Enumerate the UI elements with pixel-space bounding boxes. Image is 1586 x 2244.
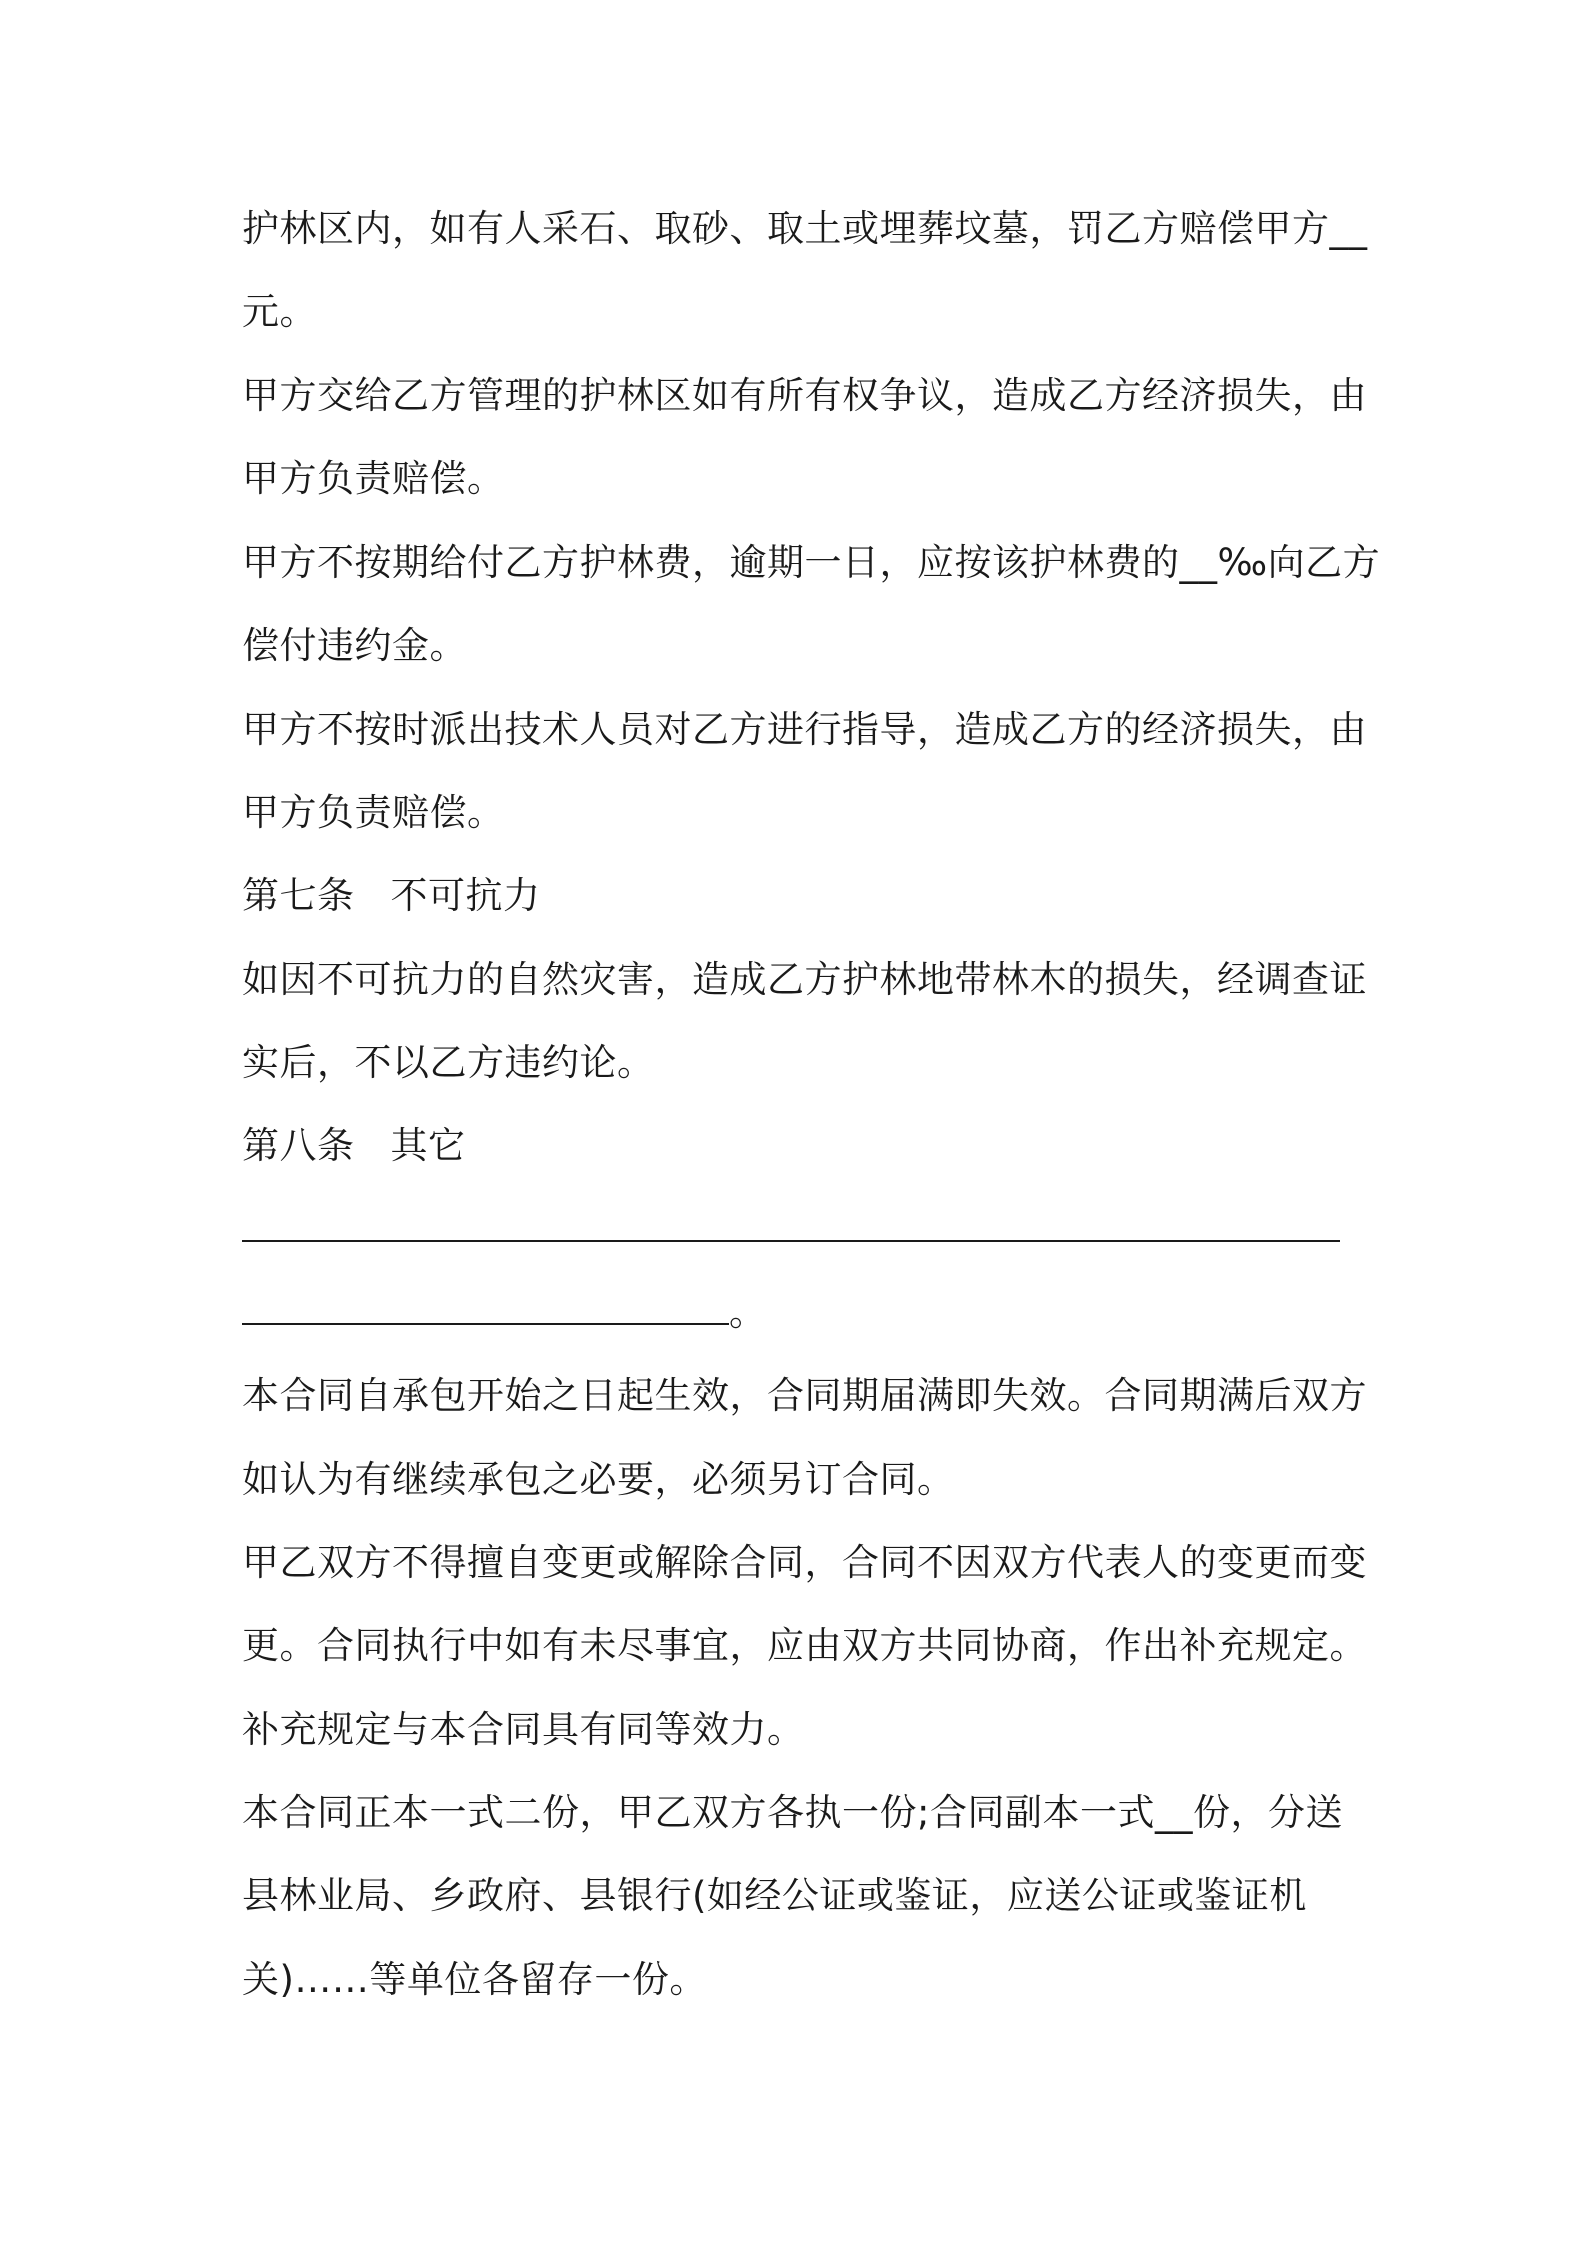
paragraph-line: 本合同自承包开始之日起生效，合同期届满即失效。合同期满后双方: [242, 1374, 1367, 1417]
paragraph-line: 甲方交给乙方管理的护林区如有所有权争议，造成乙方经济损失，由: [242, 374, 1367, 417]
paragraph-line: 更。合同执行中如有未尽事宜，应由双方共同协商，作出补充规定。: [242, 1624, 1367, 1667]
article-8-title: 其它: [390, 1124, 466, 1167]
paragraph-line: 县林业局、乡政府、县银行(如经公证或鉴证，应送公证或鉴证机: [242, 1874, 1307, 1917]
paragraph-line: 偿付违约金。: [242, 624, 467, 667]
paragraph-line: 元。: [242, 290, 317, 333]
article-7-number: 第七条: [242, 874, 355, 917]
paragraph-line: 本合同正本一式二份，甲乙双方各执一份;合同副本一式__份，分送: [242, 1791, 1343, 1834]
paragraph-line: 护林区内，如有人采石、取砂、取土或埋葬坟墓，罚乙方赔偿甲方__: [242, 207, 1368, 250]
paragraph-line: 甲方不按期给付乙方护林费，逾期一日，应按该护林费的__‰向乙方: [242, 541, 1381, 584]
paragraph-line: 甲方不按时派出技术人员对乙方进行指导，造成乙方的经济损失，由: [242, 708, 1367, 751]
article-7-title: 不可抗力: [390, 874, 541, 917]
paragraph-line: 甲乙双方不得擅自变更或解除合同，合同不因双方代表人的变更而变: [242, 1541, 1367, 1584]
paragraph-line: 如认为有继续承包之必要，必须另订合同。: [242, 1458, 955, 1501]
article-8-number: 第八条: [242, 1124, 355, 1167]
article-8-heading: [242, 1122, 1362, 1170]
paragraph-line: 补充规定与本合同具有同等效力。: [242, 1708, 805, 1751]
article-7-heading: [242, 872, 1362, 920]
blank-end-punctuation: 。: [729, 1291, 767, 1334]
blank-underline: [242, 1293, 729, 1325]
blank-underline: [242, 1210, 1340, 1242]
paragraph-line: 甲方负责赔偿。: [242, 791, 505, 834]
paragraph-line: 如因不可抗力的自然灾害，造成乙方护林地带林木的损失，经调查证: [242, 958, 1367, 1001]
paragraph-line: 实后，不以乙方违约论。: [242, 1041, 655, 1084]
fill-in-blank-line: [242, 1289, 1362, 1337]
fill-in-blank-line: [242, 1206, 1362, 1254]
paragraph-line: 甲方负责赔偿。: [242, 457, 505, 500]
paragraph-line: 关)……等单位各留存一份。: [242, 1958, 707, 2001]
